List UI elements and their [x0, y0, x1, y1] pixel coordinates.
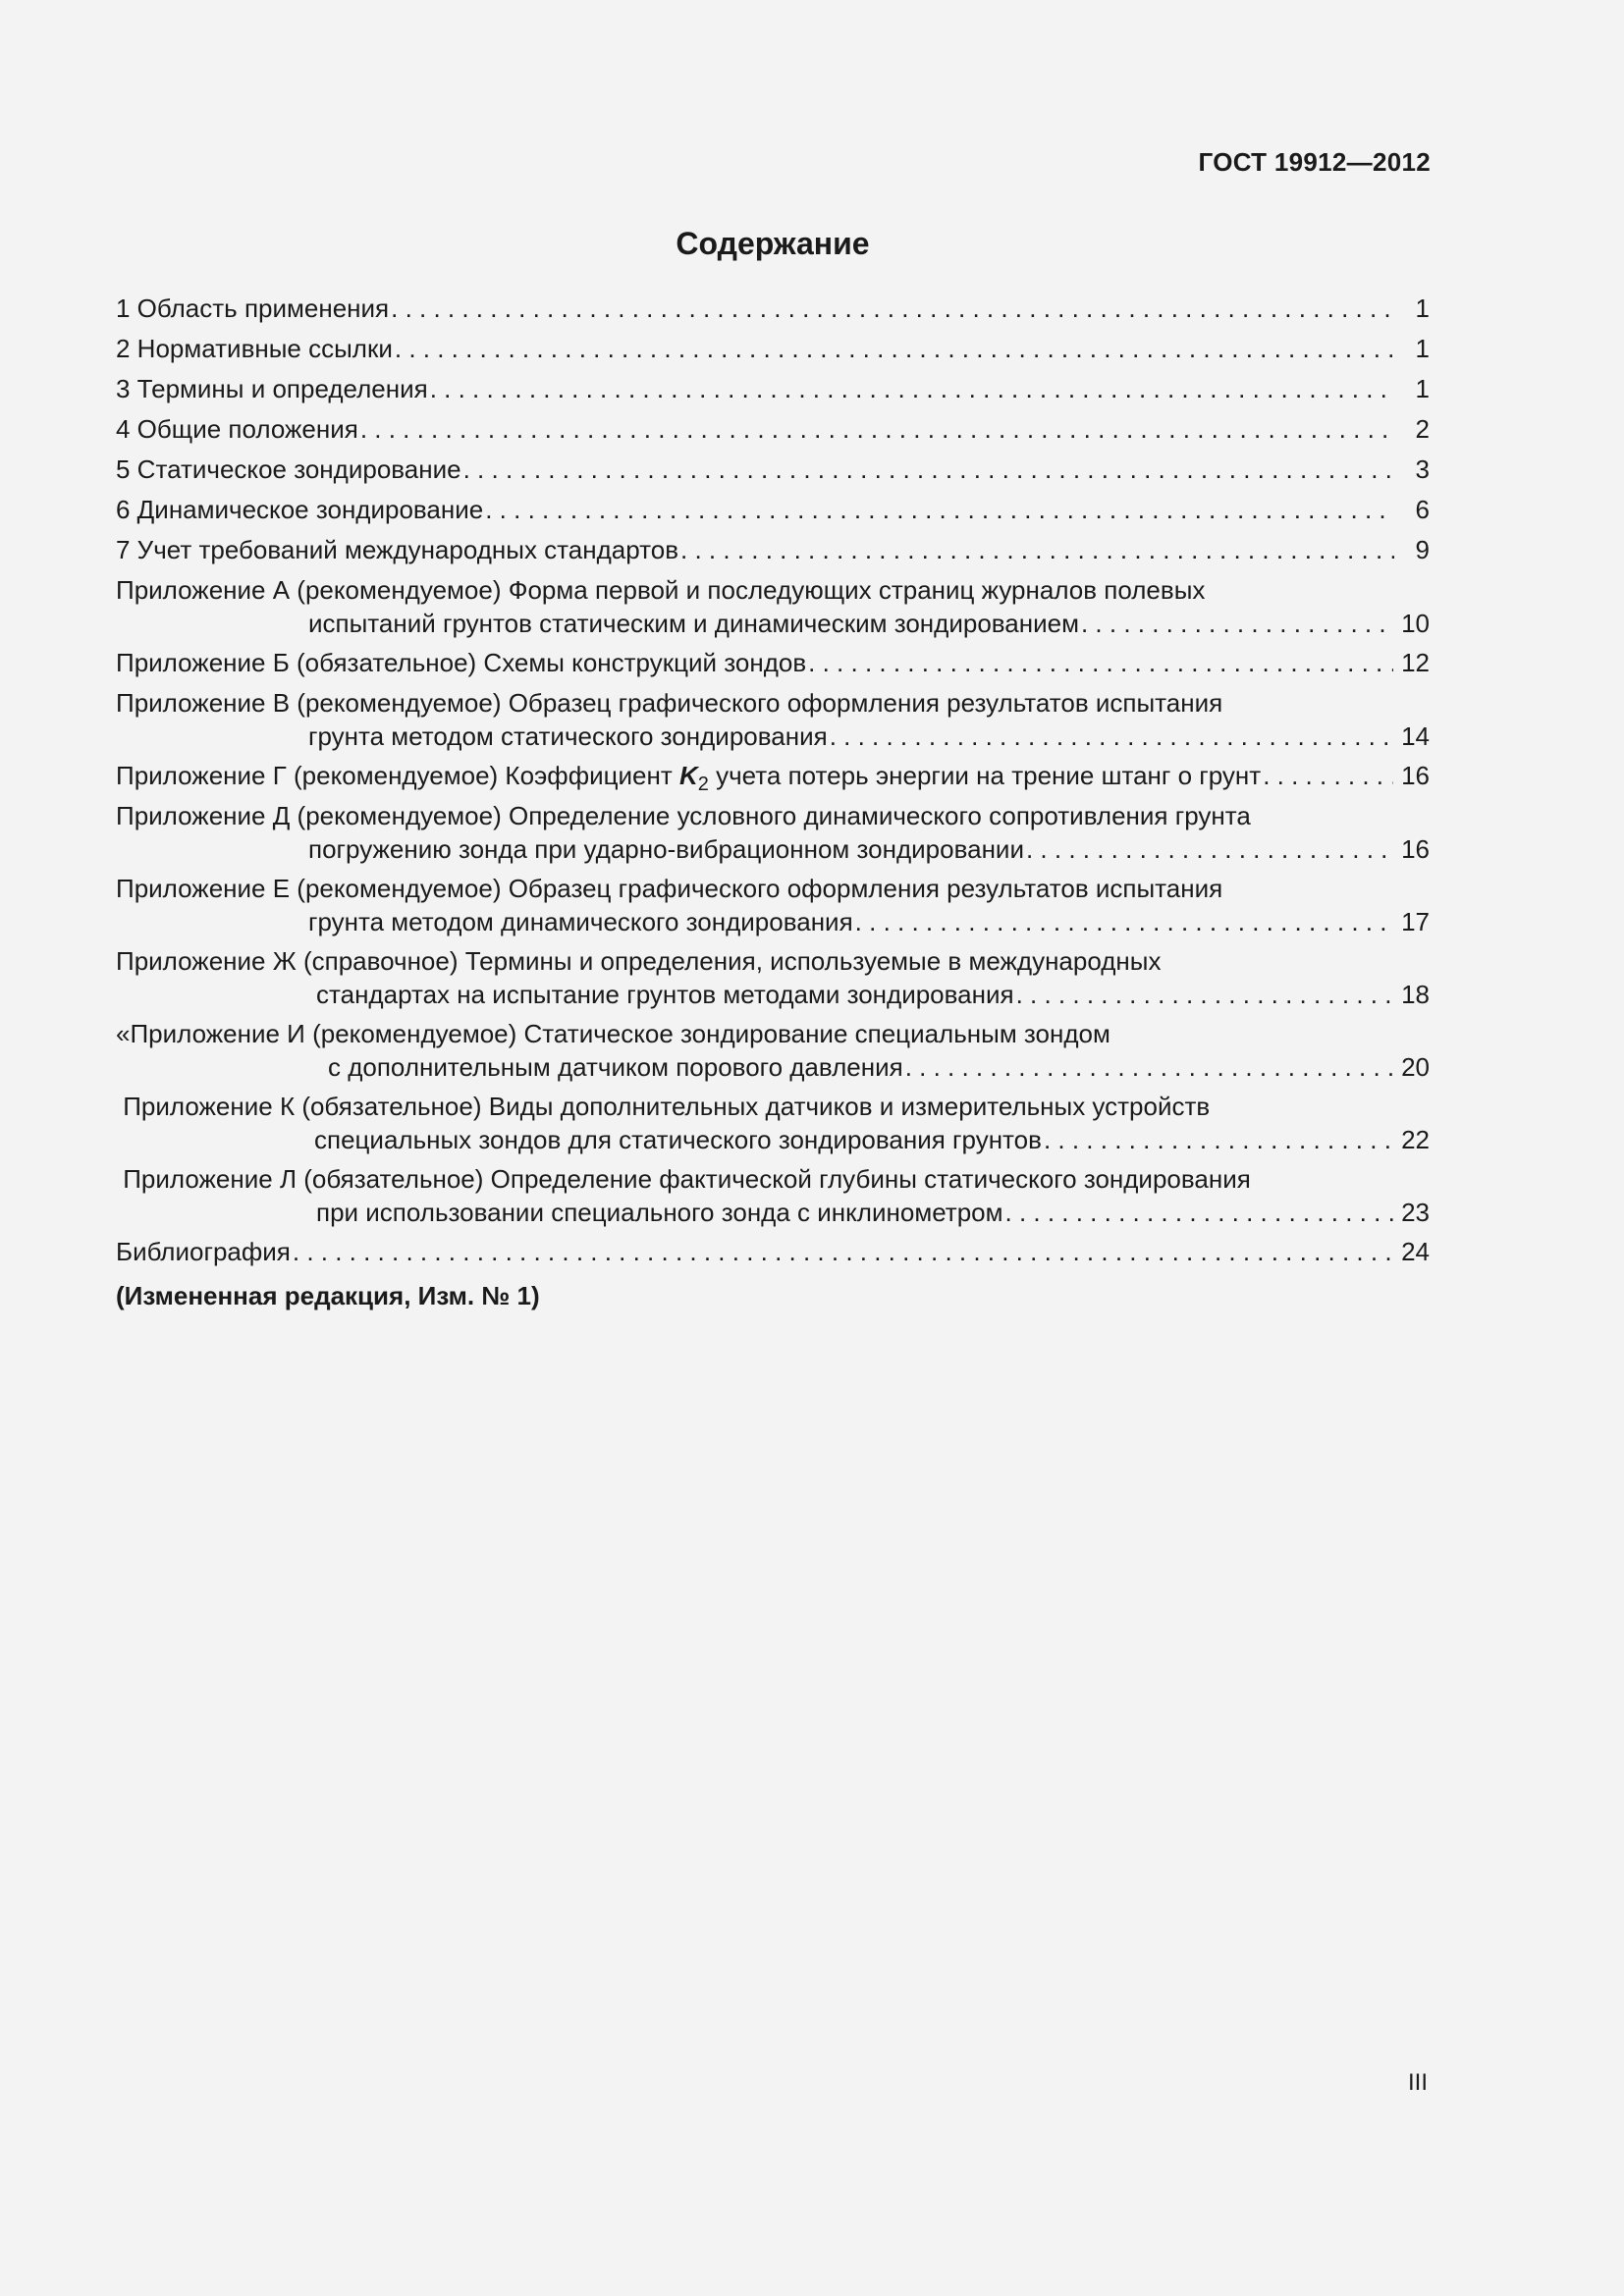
toc-entry-text: Приложение Б (обязательное) Схемы конструкций зондов: [116, 648, 807, 677]
toc-entry-text: Приложение А (рекомендуемое) Форма первой и последующих страниц журналов полевых: [116, 575, 1206, 605]
toc-entry-appendix-zh[interactable]: [116, 944, 1430, 1017]
dot-leader: [1026, 832, 1393, 866]
toc-page-number: 24: [1401, 1237, 1430, 1266]
toc-entry-text: Библиография: [116, 1237, 291, 1266]
toc-entry-text: Приложение Е (рекомендуемое) Образец графического оформления результатов испытания: [116, 874, 1223, 903]
toc-entry-4[interactable]: [116, 412, 1430, 453]
dot-leader: [391, 292, 1394, 325]
toc-entry-2[interactable]: [116, 332, 1430, 372]
doc-code: ГОСТ 19912—2012: [1198, 147, 1431, 177]
page-number: III: [1407, 2069, 1428, 2096]
toc-page-number: 3: [1415, 454, 1430, 484]
toc-entry-text: 2 Нормативные ссылки: [116, 334, 393, 363]
table-of-contents: [116, 292, 1430, 1312]
toc-entry-text: Приложение В (рекомендуемое) Образец графического оформления результатов испытания: [116, 688, 1223, 718]
toc-page-number: 2: [1415, 414, 1430, 444]
toc-entry-text-cont: специальных зондов для статического зондирования грунтов: [314, 1125, 1042, 1154]
toc-entry-appendix-b[interactable]: [116, 646, 1430, 686]
toc-entry-text: 3 Термины и определения: [116, 374, 428, 403]
toc-page-number: 12: [1401, 648, 1430, 677]
toc-entry-appendix-e[interactable]: [116, 872, 1430, 944]
dot-leader: [1263, 759, 1393, 792]
toc-entry-text: 5 Статическое зондирование: [116, 454, 461, 484]
toc-entry-text: 4 Общие положения: [116, 414, 358, 444]
toc-entry-appendix-d[interactable]: [116, 799, 1430, 872]
toc-entry-text: «Приложение И (рекомендуемое) Статическое зондирование специальным зондом: [116, 1019, 1110, 1048]
toc-entry-3[interactable]: [116, 372, 1430, 412]
toc-page-number: 23: [1401, 1198, 1430, 1227]
toc-page-number: 16: [1401, 834, 1430, 864]
toc-page-number: 20: [1401, 1052, 1430, 1082]
toc-page-number: 1: [1415, 334, 1430, 363]
dot-leader: [1005, 1196, 1394, 1229]
dot-leader: [808, 646, 1393, 679]
toc-page-number: 10: [1401, 609, 1430, 638]
dot-leader: [1044, 1123, 1393, 1156]
dot-leader: [1016, 978, 1393, 1011]
toc-entry-text-cont: испытаний грунтов статическим и динамическим зондированием: [308, 609, 1079, 638]
toc-entry-text-cont: учета потерь энергии на трение штанг о грунт: [716, 761, 1262, 790]
page-title: Содержание: [676, 226, 870, 261]
toc-page-number: 17: [1401, 907, 1430, 936]
toc-entry-text: Приложение Г (рекомендуемое) Коэффициент: [116, 761, 673, 790]
toc-page-number: 14: [1401, 721, 1430, 751]
dot-leader: [463, 453, 1394, 486]
dot-leader: [395, 332, 1394, 365]
toc-entry-appendix-v[interactable]: [116, 686, 1430, 759]
dot-leader: [293, 1235, 1393, 1268]
toc-entry-appendix-k[interactable]: [116, 1090, 1430, 1162]
toc-entry-appendix-i[interactable]: [116, 1017, 1430, 1090]
dot-leader: [680, 533, 1394, 566]
toc-entry-text: Приложение Л (обязательное) Определение фактической глубины статического зондирования: [116, 1164, 1251, 1194]
toc-entry-appendix-a[interactable]: [116, 573, 1430, 646]
toc-entry-text: 1 Область применения: [116, 294, 390, 323]
dot-leader: [830, 720, 1393, 753]
revision-note: (Измененная редакция, Изм. № 1): [116, 1281, 540, 1310]
coefficient-symbol: $K_2$: [679, 761, 709, 796]
toc-entry-text-cont: грунта методом динамического зондирования: [308, 907, 853, 936]
toc-page-number: 16: [1401, 761, 1430, 790]
toc-entry-text: 7 Учет требований международных стандартов: [116, 535, 679, 564]
toc-entry-text-cont: с дополнительным датчиком порового давления: [328, 1052, 903, 1082]
dot-leader: [1081, 607, 1393, 640]
dot-leader: [855, 905, 1393, 938]
toc-entry-5[interactable]: [116, 453, 1430, 493]
toc-entry-text-cont: стандартах на испытание грунтов методами зондирования: [316, 980, 1014, 1009]
dot-leader: [485, 493, 1394, 526]
toc-entry-text-cont: погружению зонда при ударно-вибрационном зондировании: [308, 834, 1024, 864]
toc-entry-7[interactable]: [116, 533, 1430, 573]
toc-entry-text: Приложение Д (рекомендуемое) Определение условного динамического сопротивления грунта: [116, 801, 1251, 830]
toc-page-number: 1: [1415, 374, 1430, 403]
toc-entry-6[interactable]: [116, 493, 1430, 533]
toc-page-number: 9: [1415, 535, 1430, 564]
toc-entry-text-cont: грунта методом статического зондирования: [308, 721, 828, 751]
toc-page-number: 6: [1415, 495, 1430, 524]
toc-page-number: 18: [1401, 980, 1430, 1009]
dot-leader: [430, 372, 1394, 405]
toc-page-number: 22: [1401, 1125, 1430, 1154]
toc-entry-appendix-g[interactable]: [116, 759, 1430, 799]
toc-entry-text-cont: при использовании специального зонда с инклинометром: [316, 1198, 1003, 1227]
toc-entry-1[interactable]: [116, 292, 1430, 332]
toc-entry-text: Приложение К (обязательное) Виды дополнительных датчиков и измерительных устройств: [116, 1092, 1211, 1121]
dot-leader: [905, 1050, 1393, 1084]
toc-entry-bibliography[interactable]: [116, 1235, 1430, 1275]
toc-entry-text: 6 Динамическое зондирование: [116, 495, 484, 524]
dot-leader: [360, 412, 1394, 446]
toc-entry-text: Приложение Ж (справочное) Термины и определения, используемые в международных: [116, 946, 1162, 976]
toc-page-number: 1: [1415, 294, 1430, 323]
toc-entry-appendix-l[interactable]: [116, 1162, 1430, 1235]
